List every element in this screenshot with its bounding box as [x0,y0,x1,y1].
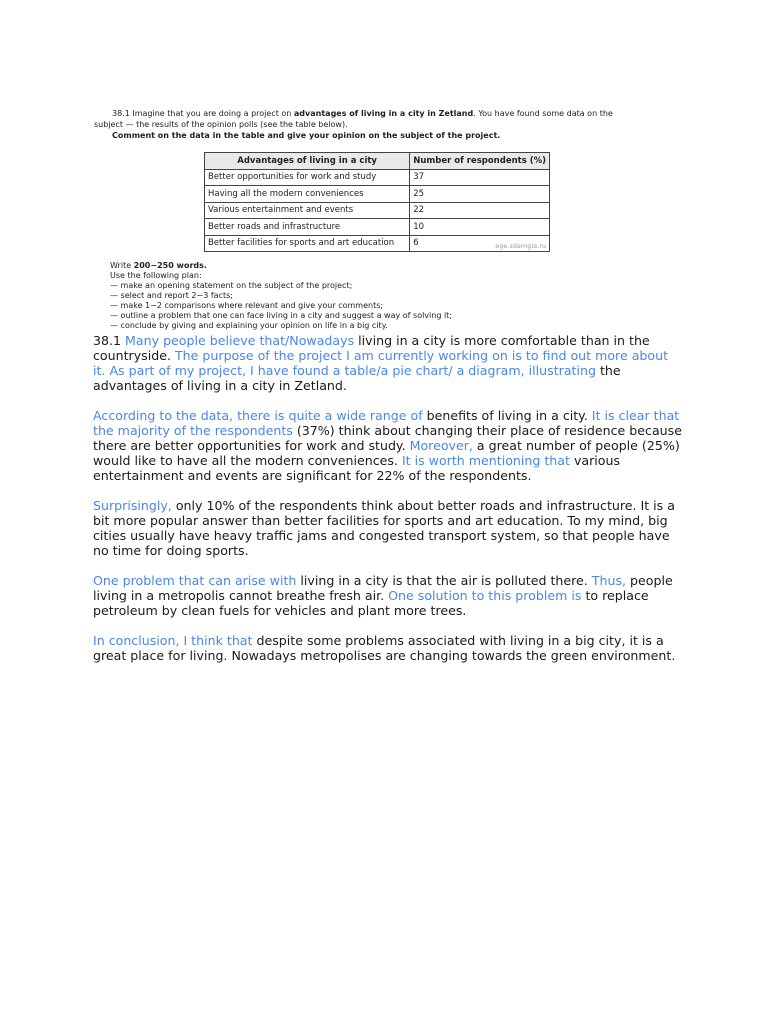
table-cell-respondents [410,235,550,252]
table-cell-advantage: Various entertainment and events [205,202,410,219]
table-cell-respondents: 25 [410,186,550,203]
table-cell-advantage: Having all the modern conveniences [205,186,410,203]
plan-item: — make 1−2 comparisons where relevant and give your comments; [110,301,384,310]
table-header-row [205,153,550,170]
advantages-table [204,152,550,252]
table-cell-advantage: Better facilities for sports and art education [205,235,410,252]
table-header-advantage: Advantages of living in a city [205,153,410,170]
task-description [94,108,664,141]
table-cell-respondents: 22 [410,202,550,219]
plan-item: — outline a problem that one can face living in a city and suggest a way of solving it; [110,311,453,320]
plan-item: — select and report 2−3 facts; [110,291,233,300]
task-instruction: Comment on the data in the table and give your opinion on the subject of the project. [112,131,501,140]
word-count-instruction: Write 200−250 words. [110,261,207,270]
task-intro: 38.1 Imagine that you are doing a project on advantages of living in a city in Zetland. You have found some data on the [112,109,613,118]
plan-heading: Use the following plan: [110,271,202,280]
essay [93,333,683,678]
table-cell-respondents: 10 [410,219,550,236]
table-cell-advantage: Better roads and infrastructure [205,219,410,236]
table-row [205,235,550,252]
essay-paragraph-problem: One problem that can arise with living in a city is that the air is polluted there. Thus, people living in a metropolis cannot breathe fresh air. One solution to this problem is to replace petroleum by clean fuels for vehicles and plant more trees. [93,573,673,618]
table-row [205,186,550,203]
plan-item: — make an opening statement on the subject of the project; [110,281,353,290]
writing-plan [110,261,670,331]
task-intro-line2: subject — the results of the opinion polls (see the table below). [94,120,348,129]
table-cell-advantage: Better opportunities for work and study [205,169,410,186]
essay-paragraph-comparison: Surprisingly, only 10% of the respondents think about better roads and infrastructure. It is a bit more popular answer than better facilities for sports and art education. To my mind, big cities usually have heavy traffic jams and congested transport system, so that people have no time for doing sports. [93,498,675,558]
plan-item: — conclude by giving and explaining your opinion on life in a big city. [110,321,388,330]
table-row [205,202,550,219]
table-row [205,219,550,236]
table-row [205,169,550,186]
watermark: ege.sdamgia.ru [495,242,546,250]
table-cell-respondents: 37 [410,169,550,186]
essay-paragraph-conclusion: In conclusion, I think that despite some problems associated with living in a big city, it is a great place for living. Nowadays metropolises are changing towards the green environment. [93,633,676,663]
essay-paragraph-data: According to the data, there is quite a wide range of benefits of living in a city. It is clear that the majority of the respondents (37%) think about changing their place of residence because there are better opportunities for work and study. Moreover, a great number of people (25%) would like to have all the modern conveniences. It is worth mentioning that various entertainment and events are significant for 22% of the respondents. [93,408,682,483]
table-cell-value: 6 [413,238,419,249]
essay-paragraph-intro: 38.1 Many people believe that/Nowadays living in a city is more comfortable than in the countryside. The purpose of the project I am currently working on is to find out more about it. As part of my project, I have found a table/a pie chart/ a diagram, illustrating the advantages of living in a city in Zetland. [93,333,669,393]
table-header-respondents: Number of respondents (%) [410,153,550,170]
